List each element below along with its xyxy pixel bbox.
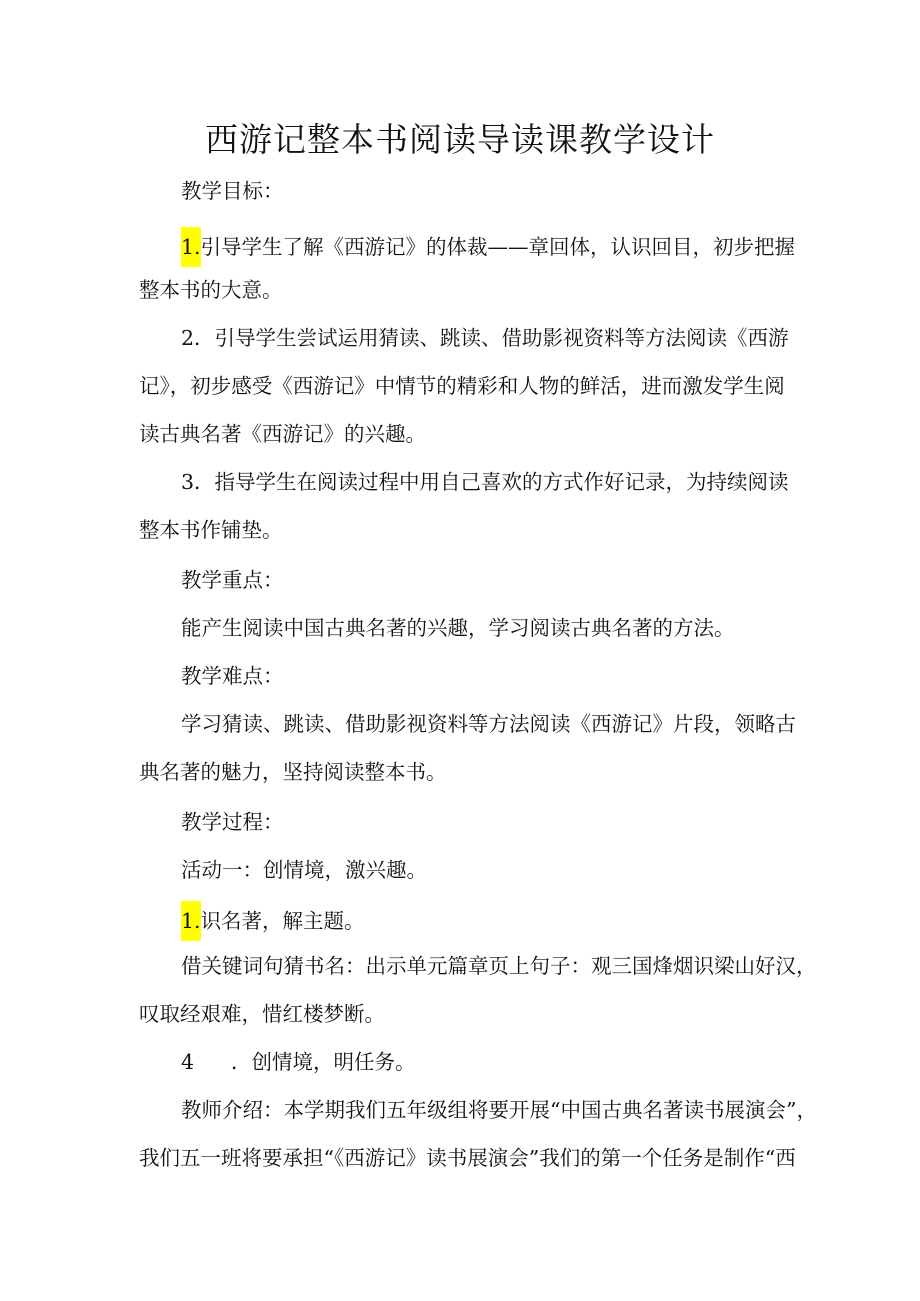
objective-1-line-2: 整本书的大意。 [139, 278, 283, 302]
guess-line-1: 借关键词句猜书名：出示单元篇章页上句子：观三国烽烟识梁山好汉， [181, 954, 817, 978]
step-1-number: 1. [181, 901, 201, 941]
step-4 [181, 1047, 416, 1077]
difficulty-heading: 教学难点： [181, 664, 284, 688]
step-1-text: 识名著，解主题。 [200, 909, 365, 933]
step-4-number: 4 [181, 1050, 195, 1074]
step-4-text: ．创情境，明任务。 [231, 1050, 416, 1074]
document-title: 西游记整本书阅读导读课教学设计 [205, 120, 715, 159]
objective-1-text: 引导学生了解《西游记》的体裁——章回体，认识回目，初步把握 [200, 235, 796, 259]
objectives-heading: 教学目标： [181, 179, 284, 203]
difficulty-line-1: 学习猜读、跳读、借助影视资料等方法阅读《西游记》片段，领略古 [181, 712, 796, 736]
objective-1-line-1 [181, 227, 795, 267]
objective-2-line-2: 记》，初步感受《西游记》中情节的精彩和人物的鲜活，进而激发学生阅 [139, 374, 785, 398]
objective-2-line-1: 2．引导学生尝试运用猜读、跳读、借助影视资料等方法阅读《西游 [181, 326, 789, 350]
objective-3-line-2: 整本书作铺垫。 [139, 518, 283, 542]
intro-line-2: 我们五一班将要承担“《西游记》读书展演会”我们的第一个任务是制作“西 [139, 1146, 796, 1170]
guess-line-2: 叹取经艰难，惜红楼梦断。 [139, 1002, 385, 1026]
key-points-text: 能产生阅读中国古典名著的兴趣，学习阅读古典名著的方法。 [181, 616, 735, 640]
intro-line-1: 教师介绍：本学期我们五年级组将要开展“中国古典名著读书展演会”， [181, 1098, 817, 1122]
key-points-heading: 教学重点： [181, 568, 284, 592]
objective-1-number: 1. [181, 227, 201, 267]
difficulty-line-2: 典名著的魅力，坚持阅读整本书。 [139, 760, 447, 784]
step-1 [181, 901, 365, 941]
activity-1: 活动一：创情境，激兴趣。 [181, 858, 427, 882]
process-heading: 教学过程： [181, 810, 284, 834]
objective-2-line-3: 读古典名著《西游记》的兴趣。 [139, 422, 426, 446]
objective-3-line-1: 3．指导学生在阅读过程中用自己喜欢的方式作好记录，为持续阅读 [181, 470, 789, 494]
